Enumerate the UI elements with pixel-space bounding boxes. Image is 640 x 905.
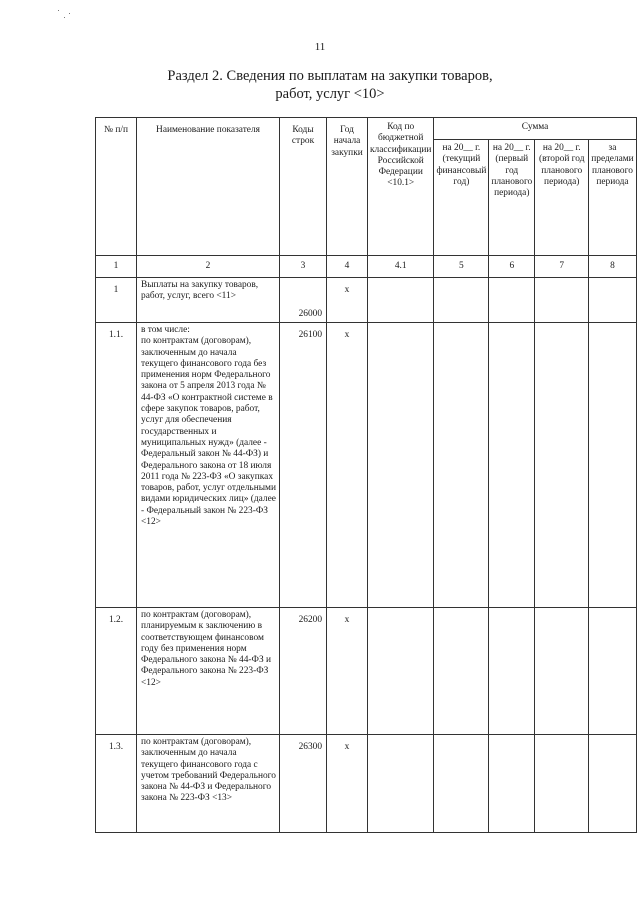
col-index-2: 2 [137, 256, 280, 278]
row-sum-current [434, 735, 489, 833]
row-year: x [327, 735, 368, 833]
row-sum-plan-1 [489, 278, 535, 323]
row-num: 1.2. [96, 608, 137, 735]
row-sum-current [434, 323, 489, 608]
header-budget-code: Код по бюджетной классификации Российской Федерации <10.1> [368, 118, 434, 256]
row-budget-code [368, 278, 434, 323]
row-sum-current [434, 278, 489, 323]
row-sum-plan-2 [535, 323, 589, 608]
row-code: 26000 [280, 278, 327, 323]
row-year: x [327, 323, 368, 608]
row-name: по контрактам (договорам), планируемым к заключению в соответствующем финансовом году без применения норм Федерального закона № 44-ФЗ и Федерального закона № 223-ФЗ <12> [137, 608, 280, 735]
row-sum-plan-1 [489, 608, 535, 735]
row-sum-plan-2 [535, 608, 589, 735]
table-row [96, 323, 637, 608]
row-sum-beyond [589, 608, 636, 735]
row-sum-plan-2 [535, 278, 589, 323]
header-sum: Сумма [434, 118, 636, 140]
header-year: Год начала закупки [327, 118, 368, 256]
col-index-3: 3 [280, 256, 327, 278]
row-code: 26100 [280, 323, 327, 608]
header-sum-plan-year-1: на 20__ г. (первый год планового периода) [489, 140, 535, 256]
row-year: x [327, 608, 368, 735]
row-name: по контрактам (договорам), заключенным до начала текущего финансового года с учетом требований Федерального закона № 44-ФЗ и Федерального закона № 223-ФЗ <13> [137, 735, 280, 833]
table-row [96, 608, 637, 735]
section-title [130, 67, 530, 103]
col-index-5: 5 [434, 256, 489, 278]
table-row [96, 735, 637, 833]
col-index-6: 6 [489, 256, 535, 278]
row-budget-code [368, 608, 434, 735]
row-budget-code [368, 323, 434, 608]
row-name: Выплаты на закупку товаров, работ, услуг, всего <11> [137, 278, 280, 323]
column-index-row [96, 256, 637, 278]
header-num: № п/п [96, 118, 137, 256]
scan-artifact [58, 10, 70, 18]
row-sum-beyond [589, 735, 636, 833]
row-sum-plan-1 [489, 323, 535, 608]
row-sum-beyond [589, 323, 636, 608]
page-number: 11 [314, 41, 326, 53]
col-index-1: 1 [96, 256, 137, 278]
col-index-8: 8 [589, 256, 636, 278]
row-code: 26300 [280, 735, 327, 833]
row-code: 26200 [280, 608, 327, 735]
row-num: 1.3. [96, 735, 137, 833]
section-title-line-2: работ, услуг <10> [275, 86, 385, 102]
col-index-4-1: 4.1 [368, 256, 434, 278]
header-row-1 [96, 118, 637, 140]
row-sum-beyond [589, 278, 636, 323]
header-sum-current-year: на 20__ г. (текущий финансовый год) [434, 140, 489, 256]
payments-table [95, 117, 637, 833]
header-sum-plan-year-2: на 20__ г. (второй год планового периода) [535, 140, 589, 256]
col-index-4: 4 [327, 256, 368, 278]
row-name: в том числе: по контрактам (договорам), заключенным до начала текущего финансового года без применения норм Федерального закона от 5 апреля 2013 года № 44-ФЗ «О контрактной системе в сфере закупок товаров, работ, услуг для обеспечения государственных и муниципальных нужд» (далее - Федеральный закон № 44-ФЗ) и Федерального закона от 18 июля 2011 года № 223-ФЗ «О закупках товаров, работ, услуг отдельными видами юридических лиц» (далее - Федеральный закон № 223-ФЗ <12> [137, 323, 280, 608]
row-sum-plan-2 [535, 735, 589, 833]
header-name: Наименование показателя [137, 118, 280, 256]
header-codes: Коды строк [280, 118, 327, 256]
row-num: 1.1. [96, 323, 137, 608]
row-budget-code [368, 735, 434, 833]
row-num: 1 [96, 278, 137, 323]
table-row [96, 278, 637, 323]
col-index-7: 7 [535, 256, 589, 278]
row-sum-current [434, 608, 489, 735]
row-year: x [327, 278, 368, 323]
section-title-line-1: Раздел 2. Сведения по выплатам на закупки товаров, [167, 68, 493, 84]
row-sum-plan-1 [489, 735, 535, 833]
header-sum-beyond: за пределами планового периода [589, 140, 636, 256]
